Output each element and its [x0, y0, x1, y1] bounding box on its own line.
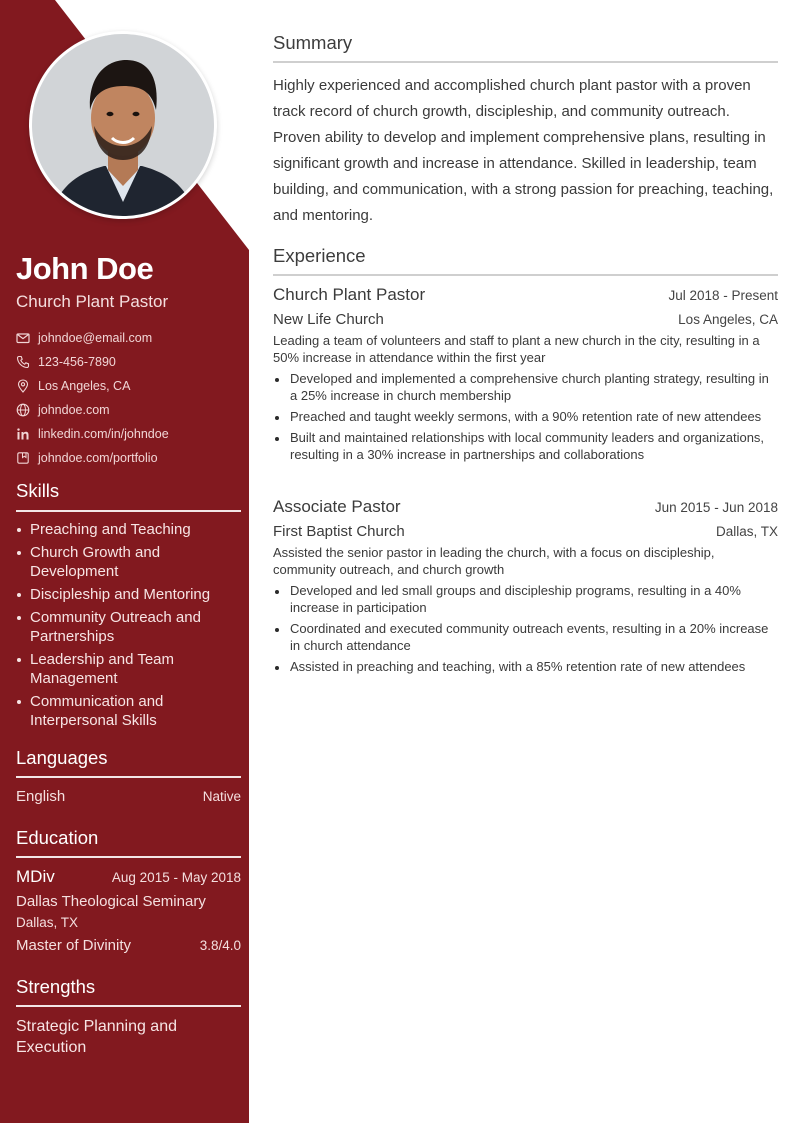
job-location: Dallas, TX — [715, 524, 778, 539]
job-entry — [273, 285, 778, 467]
job-bullet: Developed and led small groups and discipleship programs, resulting in a 40% increase in participation — [273, 582, 778, 616]
skill-item: Leadership and Team Management — [16, 650, 241, 688]
linkedin-icon — [16, 427, 30, 441]
job-bullet: Preached and taught weekly sermons, with a 90% retention rate of new attendees — [273, 408, 778, 425]
contact-portfolio-text: johndoe.com/portfolio — [38, 451, 158, 465]
profile-photo — [29, 31, 217, 219]
sidebar — [0, 0, 249, 1123]
education-location-row — [16, 915, 241, 930]
job-location: Los Angeles, CA — [678, 312, 778, 327]
candidate-title: Church Plant Pastor — [16, 292, 169, 311]
education-field-row — [16, 937, 241, 954]
skill-item: Community Outreach and Partnerships — [16, 608, 241, 646]
job-subheader — [273, 523, 778, 540]
summary-text: Highly experienced and accomplished church plant pastor with a proven track record of church growth, discipleship, and community outreach. Proven ability to develop and implement comprehensive plans, resulting in significant growth and increase in attendance. Skilled in leadership, team building, and communication, with a strong passion for preaching, teaching, and mentoring. — [273, 77, 774, 224]
avatar-image — [32, 34, 214, 216]
job-dates: Jul 2018 - Present — [668, 288, 778, 303]
summary-heading: Summary — [273, 32, 353, 53]
job-description: Leading a team of volunteers and staff to plant a new church in the city, resulting in a 50% increase in attendance within the first year — [273, 333, 760, 365]
job-header — [273, 497, 778, 517]
job-bullet-list — [273, 370, 778, 463]
location-pin-icon — [16, 379, 30, 393]
experience-heading: Experience — [273, 245, 366, 266]
job-header — [273, 285, 778, 305]
globe-icon — [16, 403, 30, 417]
education-location: Dallas, TX — [16, 915, 79, 930]
contact-email-text: johndoe@email.com — [38, 331, 153, 345]
strengths-heading: Strengths — [16, 976, 96, 997]
skills-heading: Skills — [16, 480, 60, 501]
job-subheader — [273, 311, 778, 328]
contact-linkedin[interactable] — [16, 422, 241, 446]
education-school: Dallas Theological Seminary — [16, 893, 206, 910]
candidate-name: John Doe — [16, 251, 154, 286]
summary-divider — [273, 61, 778, 63]
job-bullet: Assisted in preaching and teaching, with a 85% retention rate of new attendees — [273, 658, 778, 675]
portfolio-icon — [16, 451, 30, 465]
education-heading: Education — [16, 827, 99, 848]
language-level: Native — [202, 789, 241, 804]
language-name: English — [16, 788, 66, 805]
contact-email[interactable] — [16, 326, 241, 350]
contact-linkedin-text: linkedin.com/in/johndoe — [38, 427, 169, 441]
job-role: Associate Pastor — [273, 497, 401, 516]
languages-heading: Languages — [16, 747, 108, 768]
skill-item: Preaching and Teaching — [16, 520, 241, 539]
languages-divider — [16, 776, 241, 778]
contact-location — [16, 374, 241, 398]
contact-website-text: johndoe.com — [38, 403, 110, 417]
contact-list — [16, 326, 241, 470]
skills-divider — [16, 510, 241, 512]
job-bullet-list — [273, 582, 778, 675]
contact-portfolio[interactable] — [16, 446, 241, 470]
education-field: Master of Divinity — [16, 937, 132, 954]
job-dates: Jun 2015 - Jun 2018 — [654, 500, 778, 515]
language-row — [16, 788, 241, 805]
skill-item: Church Growth and Development — [16, 543, 241, 581]
job-role: Church Plant Pastor — [273, 285, 426, 304]
education-school-row — [16, 893, 241, 910]
skills-list — [16, 520, 241, 734]
job-bullet: Developed and implemented a comprehensive church planting strategy, resulting in a 25% increase in church membership — [273, 370, 778, 404]
experience-divider — [273, 274, 778, 276]
job-organization: First Baptist Church — [273, 523, 405, 540]
contact-phone-text: 123-456-7890 — [38, 355, 116, 369]
strengths-divider — [16, 1005, 241, 1007]
education-dates: Aug 2015 - May 2018 — [111, 870, 241, 885]
phone-icon — [16, 355, 30, 369]
strength-item: Strategic Planning and Execution — [16, 1018, 177, 1056]
contact-website[interactable] — [16, 398, 241, 422]
education-degree: MDiv — [16, 867, 55, 886]
contact-location-text: Los Angeles, CA — [38, 379, 131, 393]
education-degree-row — [16, 867, 241, 887]
job-bullet: Coordinated and executed community outreach events, resulting in a 20% increase in church attendance — [273, 620, 778, 654]
skill-item: Discipleship and Mentoring — [16, 585, 241, 604]
education-gpa: 3.8/4.0 — [199, 938, 241, 953]
job-bullet: Built and maintained relationships with local community leaders and organizations, resulting in a 30% increase in partnerships and collaborations — [273, 429, 778, 463]
skill-item: Communication and Interpersonal Skills — [16, 692, 241, 730]
job-description: Assisted the senior pastor in leading the church, with a focus on discipleship, community outreach, and church growth — [273, 545, 715, 577]
job-organization: New Life Church — [273, 311, 384, 328]
mail-icon — [16, 331, 30, 345]
job-entry — [273, 497, 778, 679]
contact-phone[interactable] — [16, 350, 241, 374]
education-divider — [16, 856, 241, 858]
